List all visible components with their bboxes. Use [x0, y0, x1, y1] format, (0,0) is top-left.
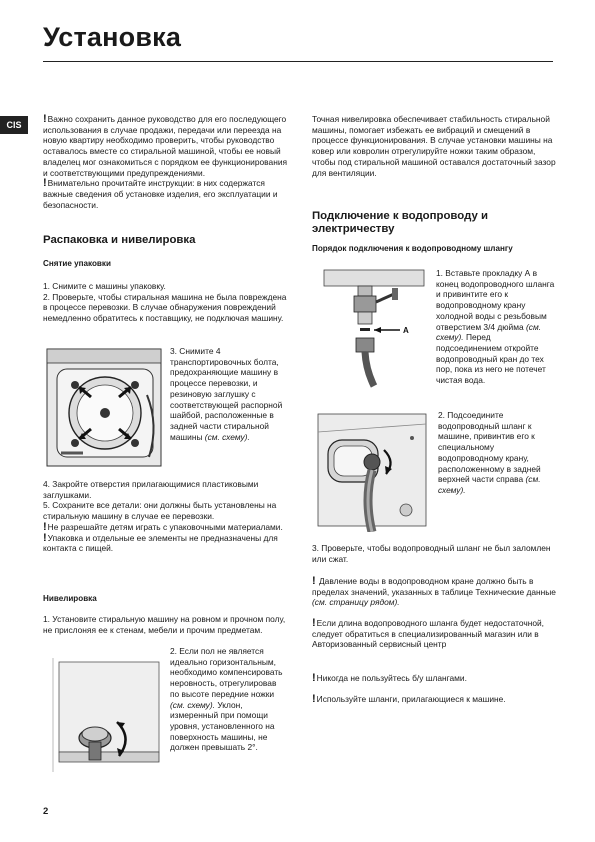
intro-block: [43, 114, 288, 210]
tap-gasket-figure: [314, 266, 429, 388]
title-rule: [43, 61, 553, 62]
section-title-water: Подключение к водопроводу и электричеству: [312, 210, 488, 235]
leveling-intro: Точная нивелировка обеспечивает стабильность стиральной машины, помогает избежать ее вибраций и смещений в процессе функционирования. В случае установки машины на ковер или ковролин отрегулируйте ножки таким образом, чтобы под стиральной машиной оставался достаточный зазор для вентиляции.: [312, 114, 556, 178]
note-hose-length: !Если длина водопроводного шланга будет недостаточной, следует обратиться в специализированный магазин или в Авторизованный сервисный центр: [312, 617, 544, 650]
leveling-foot-figure: [43, 658, 165, 772]
page-title: Установка: [43, 22, 182, 52]
warning-icon: !: [312, 672, 316, 684]
step-3: 3. Снимите 4 транспортировочных болта, предохраняющие машину в процессе перевозки, и резиновую заглушку с соответствующей распорной шайбой, расположенные в задней части стиральной машины (см. схему).: [170, 346, 283, 442]
step-4: 4. Закройте отверстия прилагающимися пластиковыми заглушками.: [43, 479, 259, 500]
subsection-title-hose: Порядок подключения к водопроводному шлангу: [312, 244, 513, 253]
warning-icon: !: [312, 617, 316, 629]
step-1: 1. Снимите с машины упаковку.: [43, 281, 166, 291]
step-5: 5. Сохраните все детали: они должны быть установлены на стиральную машину в случае ее перевозки.: [43, 500, 277, 522]
water-step-3: 3. Проверьте, чтобы водопроводный шланг не был заломлен или сжат.: [312, 543, 551, 564]
warning-icon: !: [43, 113, 47, 125]
intro-paragraph-2: !Внимательно прочитайте инструкции: в них содержатся важные сведения об установке изделия, его эксплуатации и безопасности.: [43, 177, 278, 210]
warning-icon: !: [312, 575, 316, 587]
note-supplied-hoses: !Используйте шланги, прилагающиеся к машине.: [312, 693, 506, 705]
note-used-hoses: !Никогда не пользуйтесь б/у шлангами.: [312, 672, 467, 684]
warning-icon: !: [43, 177, 47, 190]
subsection-title-leveling: Нивелировка: [43, 594, 97, 603]
page-number: 2: [43, 806, 49, 817]
step-2: 2. Проверьте, чтобы стиральная машина не была повреждена в процессе перевозки. В случае обнаружения повреждений немедленно обратитесь к поставщику, не подключая машину.: [43, 291, 287, 324]
unpacking-steps: [43, 281, 288, 324]
note-pressure: ! Давление воды в водопроводном кране должно быть в пределах значений, указанных в таблице Технические данные (см. страницу рядом).: [312, 575, 556, 608]
water-step-1: 1. Вставьте прокладку А в конец водопроводного шланга и привинтите его к водопроводному крану холодной воды с резьбовым отверстием 3/4 дюйма (см. схему). Перед подсоединением откройте водопроводный кран до тех пор, пока из него не потечет чистая вода.: [436, 268, 555, 386]
section-title-unpacking: Распаковка и нивелировка: [43, 234, 196, 246]
warning-icon: !: [43, 520, 47, 533]
language-tab: CIS: [0, 116, 28, 134]
intro-paragraph-1: !Важно сохранить данное руководство для его последующего использования в случае продажи, передачи или переезда на новую квартиру необходимо проверить, чтобы руководство оставалось вместе со стиральной машиной, чтобы ее новый владелец мог ознакомиться с порядком ее функционирования и соответствующими предупреждениями.: [43, 113, 288, 178]
leveling-step-1: 1. Установите стиральную машину на ровном и прочном полу, не прислоняя ее к стенам, мебели и прочим предметам.: [43, 614, 286, 635]
subsection-title-unpacking: Снятие упаковки: [43, 259, 111, 268]
leveling-step-2: 2. Если пол не является идеально горизонтальным, необходимо компенсировать неровность, отрегулировав по высоте передние ножки (см. схему). Уклон, измеренный при помощи уровня, установленного на поверхность машины, не должен превышать 2°.: [170, 646, 283, 753]
warning-icon: !: [43, 531, 47, 544]
warning-children: !Не разрешайте детям играть с упаковочными материалами.: [43, 520, 283, 533]
warning-food: !Упаковка и отдельные ее элементы не предназначены для контакта с пищей.: [43, 531, 278, 554]
warning-icon: !: [312, 693, 316, 705]
water-step-2: 2. Подсоедините водопроводный шланг к машине, привинтив его к специальному водопроводному крану, расположенному в задней верхней части справа (см. схему).: [438, 410, 541, 495]
transport-bolts-figure: [43, 345, 165, 470]
unpacking-steps-cont: [43, 479, 288, 554]
gasket-label-a: A: [403, 326, 409, 335]
hose-connection-figure: [314, 410, 429, 532]
